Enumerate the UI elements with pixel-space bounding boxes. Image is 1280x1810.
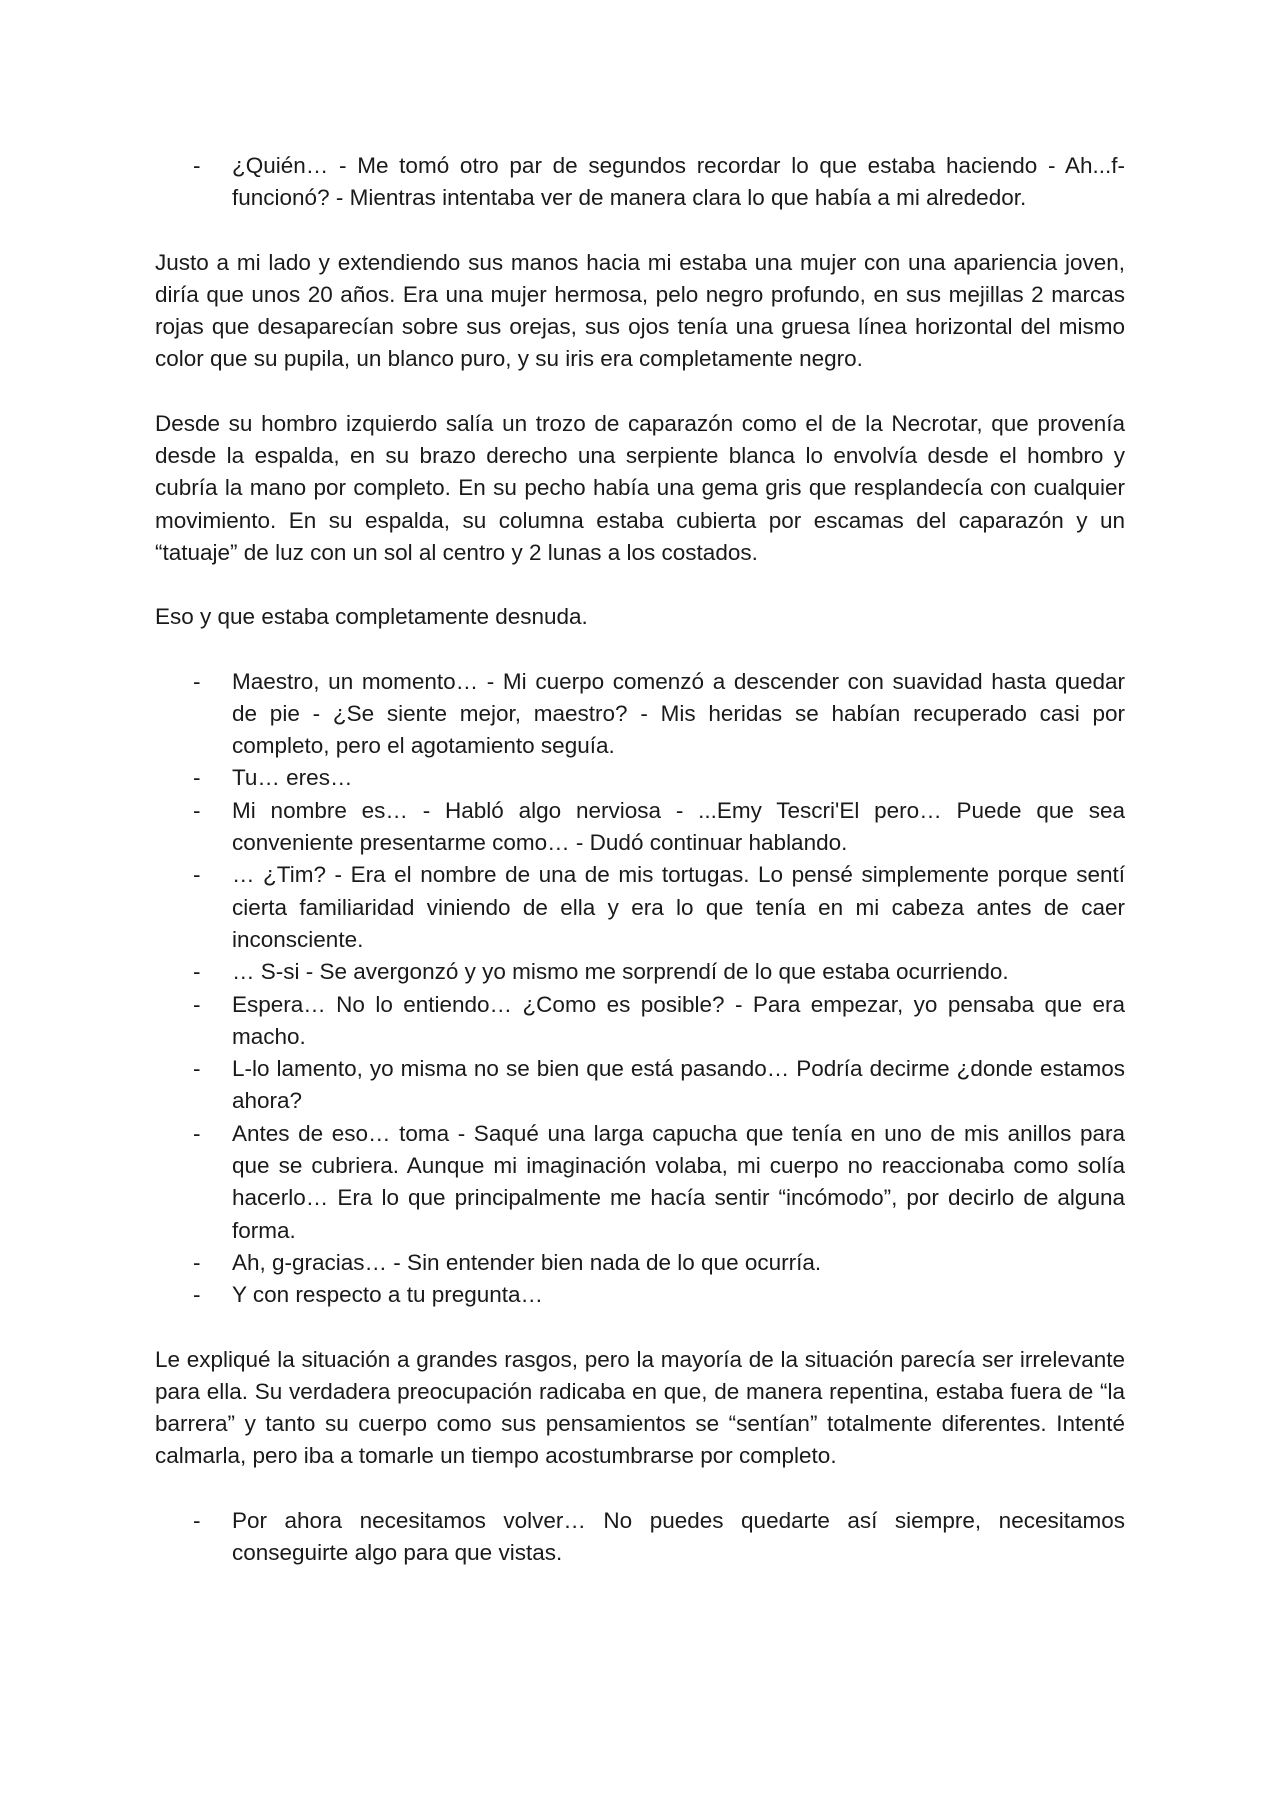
dialogue-line bbox=[155, 956, 1125, 988]
dialogue-dash: - bbox=[193, 1120, 201, 1146]
dialogue-line bbox=[155, 150, 1125, 215]
dialogue-dash: - bbox=[193, 991, 201, 1017]
dialogue-text: Tu… eres… bbox=[232, 765, 353, 791]
paragraph: Desde su hombro izquierdo salía un trozo de caparazón como el de la Necrotar, que provenía desde la espalda, en su brazo derecho una serpiente blanca lo envolvía desde el hombro y cubría la mano por completo. En su pecho había una gema gris que resplandecía con cualquier movimiento. En su espalda, su columna estaba cubierta por escamas del caparazón y un “tatuaje” de luz con un sol al centro y 2 lunas a los costados. bbox=[155, 410, 1125, 565]
dialogue-list bbox=[155, 1505, 1125, 1570]
paragraph: Justo a mi lado y extendiendo sus manos hacia mi estaba una mujer con una apariencia joven, diría que unos 20 años. Era una mujer hermosa, pelo negro profundo, en sus mejillas 2 marcas rojas que desaparecían sobre sus orejas, sus ojos tenía una gruesa línea horizontal del mismo color que su pupila, un blanco puro, y su iris era completamente negro. bbox=[155, 249, 1125, 372]
dialogue-dash: - bbox=[193, 668, 201, 694]
dialogue-text: Antes de eso… toma - Saqué una larga capucha que tenía en uno de mis anillos para que se cubriera. Aunque mi imaginación volaba, mi cuerpo no reaccionaba como solía hacerlo… Era lo que principalmente me hacía sentir “incómodo”, por decirlo de alguna forma. bbox=[232, 1120, 1125, 1243]
dialogue-dash: - bbox=[193, 959, 201, 985]
dialogue-line bbox=[155, 1118, 1125, 1247]
dialogue-dash: - bbox=[193, 1282, 201, 1308]
dialogue-text: L-lo lamento, yo misma no se bien que está pasando… Podría decirme ¿donde estamos ahora? bbox=[232, 1056, 1125, 1114]
dialogue-line bbox=[155, 666, 1125, 763]
dialogue-line bbox=[155, 1279, 1125, 1311]
dialogue-text: Ah, g-gracias… - Sin entender bien nada de lo que ocurría. bbox=[232, 1249, 822, 1275]
dialogue-text: Y con respecto a tu pregunta… bbox=[232, 1282, 544, 1308]
dialogue-line bbox=[155, 1247, 1125, 1279]
paragraph: Eso y que estaba completamente desnuda. bbox=[155, 604, 588, 630]
dialogue-dash: - bbox=[193, 765, 201, 791]
dialogue-text: Por ahora necesitamos volver… No puedes quedarte así siempre, necesitamos conseguirte algo para que vistas. bbox=[232, 1507, 1125, 1565]
dialogue-dash: - bbox=[193, 153, 201, 178]
dialogue-dash: - bbox=[193, 862, 201, 888]
dialogue-text: Mi nombre es… - Habló algo nerviosa - ...Emy Tescri'El pero… Puede que sea conveniente presentarme como… - Dudó continuar hablando. bbox=[232, 797, 1125, 856]
dialogue-line bbox=[155, 762, 1125, 794]
dialogue-line bbox=[155, 1053, 1125, 1118]
dialogue-dash: - bbox=[193, 1249, 201, 1275]
dialogue-text: ¿Quién… - Me tomó otro par de segundos recordar lo que estaba haciendo - Ah...f-funcionó? - Mientras intentaba ver de manera clara lo que había a mi alrededor. bbox=[232, 153, 1125, 211]
dialogue-line bbox=[155, 795, 1125, 860]
dialogue-dash: - bbox=[193, 797, 201, 823]
dialogue-line bbox=[155, 1505, 1125, 1570]
dialogue-dash: - bbox=[193, 1507, 201, 1533]
document-page bbox=[155, 150, 1125, 1601]
dialogue-text: … ¿Tim? - Era el nombre de una de mis tortugas. Lo pensé simplemente porque sentí cierta familiaridad viniendo de ella y era lo que tenía en mi cabeza antes de caer inconsciente. bbox=[232, 862, 1125, 952]
dialogue-line bbox=[155, 859, 1125, 956]
dialogue-list bbox=[155, 150, 1125, 215]
dialogue-text: … S-si - Se avergonzó y yo mismo me sorprendí de lo que estaba ocurriendo. bbox=[232, 959, 1009, 985]
dialogue-list bbox=[155, 666, 1125, 1312]
paragraph: Le expliqué la situación a grandes rasgos, pero la mayoría de la situación parecía ser irrelevante para ella. Su verdadera preocupación radicaba en que, de manera repentina, estaba fuera de “la barrera” y tanto su cuerpo como sus pensamientos se “sentían” totalmente diferentes. Intenté calmarla, pero iba a tomarle un tiempo acostumbrarse por completo. bbox=[155, 1346, 1125, 1469]
dialogue-text: Espera… No lo entiendo… ¿Como es posible? - Para empezar, yo pensaba que era macho. bbox=[232, 991, 1125, 1049]
dialogue-dash: - bbox=[193, 1056, 201, 1082]
dialogue-line bbox=[155, 989, 1125, 1054]
dialogue-text: Maestro, un momento… - Mi cuerpo comenzó a descender con suavidad hasta quedar de pie - ¿Se siente mejor, maestro? - Mis heridas se habían recuperado casi por completo, pero el agotamiento seguía. bbox=[232, 668, 1125, 759]
